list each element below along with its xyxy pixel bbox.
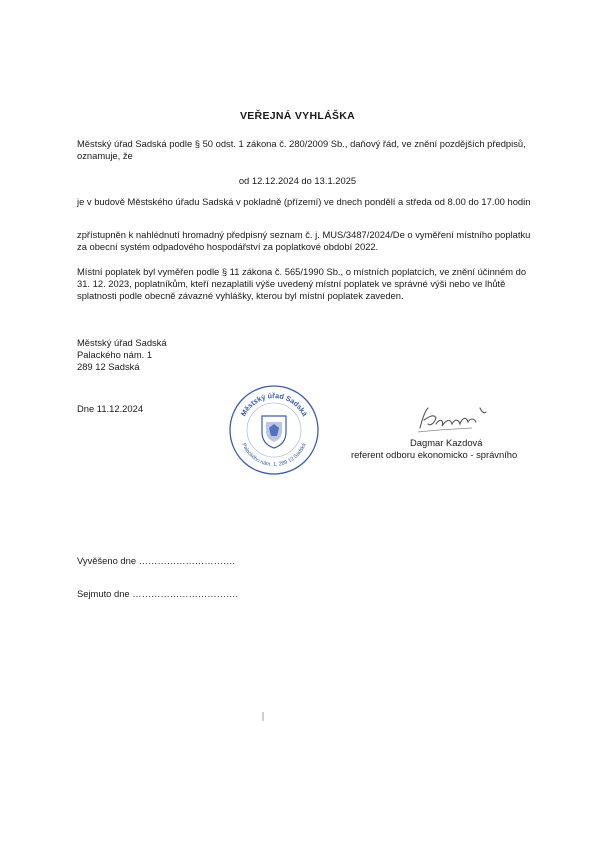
address-line-3: 289 12 Sadská bbox=[77, 361, 140, 372]
intro-paragraph: Městský úřad Sadská podle § 50 odst. 1 zákona č. 280/2009 Sb., daňový řád, ve znění pozdějších předpisů, oznamuje, že bbox=[77, 138, 526, 161]
scan-artifact bbox=[262, 712, 264, 721]
address-line-2: Palackého nám. 1 bbox=[77, 349, 153, 360]
address-line-1: Městský úřad Sadská bbox=[77, 337, 167, 348]
removed-date-field: Sejmuto dne ……………………………. bbox=[77, 588, 238, 599]
document-title: VEŘEJNÁ VYHLÁŠKA bbox=[239, 110, 356, 122]
signature-icon bbox=[414, 402, 496, 436]
handwritten-signature bbox=[414, 402, 496, 436]
stamp-seal-icon bbox=[228, 384, 320, 476]
issue-date: Dne 11.12.2024 bbox=[77, 403, 144, 414]
disclosure-paragraph: zpřístupněn k nahlédnutí hromadný předpisný seznam č. j. MUS/3487/2024/De o vyměření místního poplatku za obecní systém odpadového hospodářství za poplatkové období 2022. bbox=[77, 229, 531, 252]
signer-name: Dagmar Kazdová bbox=[410, 437, 483, 448]
date-range: od 12.12.2024 do 13.1.2025 bbox=[238, 175, 357, 186]
svg-text:Městský úřad Sadská: Městský úřad Sadská bbox=[238, 390, 310, 418]
posted-date-field: Vyvěšeno dne …………………………. bbox=[77, 555, 236, 566]
official-stamp bbox=[228, 384, 320, 476]
signer-role: referent odboru ekonomicko - správního bbox=[351, 449, 518, 460]
location-paragraph: je v budově Městského úřadu Sadská v pokladně (přízemí) ve dnech pondělí a středa od 8.00 do 17.00 hodin bbox=[77, 196, 531, 207]
svg-text:Palackého nám. 1, 289 12 Sadsk: Palackého nám. 1, 289 12 Sadská bbox=[240, 442, 308, 469]
fee-paragraph: Místní poplatek byl vyměřen podle § 11 zákona č. 565/1990 Sb., o místních poplatcích, ve znění účinném do 31. 12. 2023, poplatníkům, kteří nezaplatili výše uvedený místní poplatek ve správné výši nebo ve lhůtě splatnosti podle obecně závazné vyhlášky, kterou byl místní poplatek zaveden. bbox=[77, 266, 527, 301]
